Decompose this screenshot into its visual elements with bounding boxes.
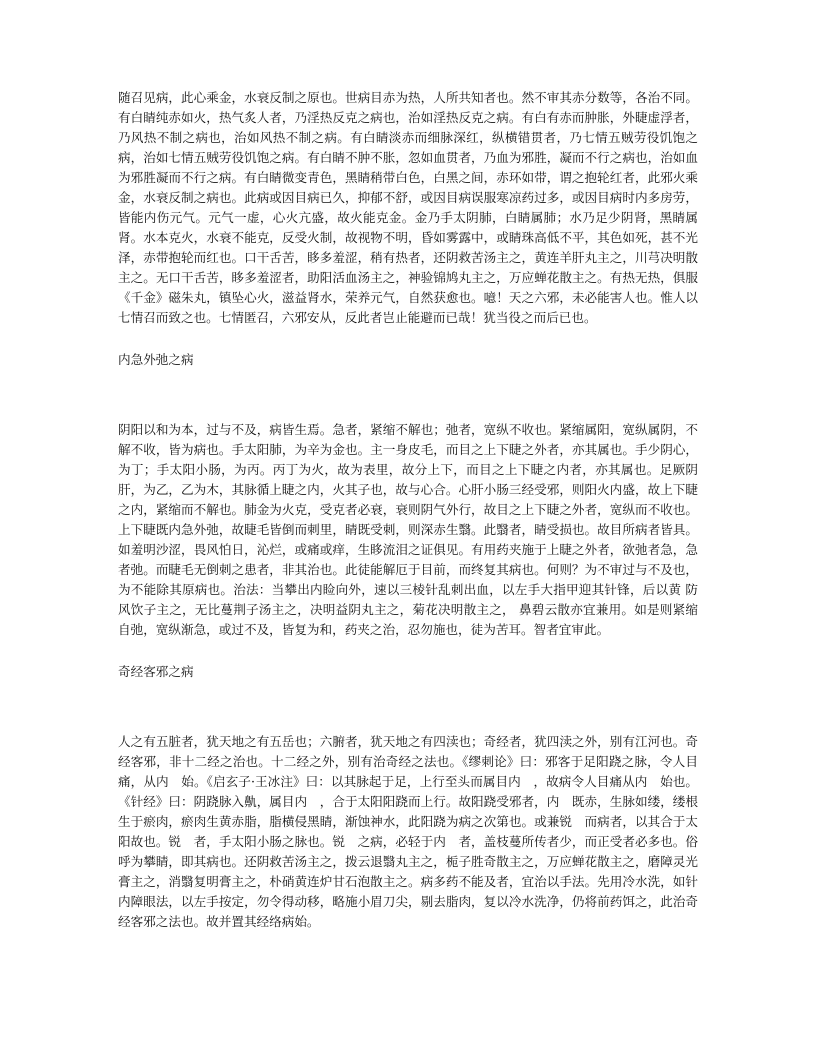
spacer <box>118 328 698 350</box>
spacer <box>118 370 698 420</box>
paragraph-inner-tight-outer-loose: 阴阳以和为本，过与不及，病皆生焉。急者，紧缩不解也；弛者，宽纵不收也。紧缩属阳，宽纵属阴，不解不收，皆为病也。手太阳肺，为辛为金也。主一身皮毛，而目之上下睫之外者，亦其属也。手少阴心，为丁；手太阳小肠，为丙。丙丁为火，故为表里，故分上下，而目之上下睫之内者，亦其属也。足厥阴肝，为乙，乙为木，其脉循上睫之内，火其子也，故与心合。心肝小肠三经受邪，则阳火内盛，故上下睫之内，紧缩而不解也。肺金为火克，受克者必衰，衰则阴气外行，故目之上下睫之外者，宽纵而不收也。上下睫既内急外弛，故睫毛皆倒而刺里，睛既受刺，则深赤生翳。此翳者，睛受损也。故目所病者皆具。如羞明沙涩，畏风怕日，沁烂，或痛或痒，生眵流泪之证俱见。有用药夹施于上睫之外者，欲弛者急，急者弛。而睫毛无倒刺之患者，非其治也。此徒能解厄于目前，而终复其病也。何则？为不审过与不及也，为不能除其原病也。治法：当攀出内睑向外，速以三棱针乱刺出血，以左手大指甲迎其针锋，后以黄 防风饮子主之，无比蔓荆子汤主之，决明益阴丸主之，菊花决明散主之， 鼻碧云散亦宜兼用。如是则紧缩自弛，宽纵渐急，或过不及，皆复为和，药夹之治，忍勿施也，徒为苦耳。智者宜审此。 <box>118 422 698 637</box>
spacer <box>118 640 698 662</box>
document-page <box>118 88 698 932</box>
section-heading-extraordinary-meridian: 奇经客邪之病 <box>118 664 194 679</box>
section-heading-inner-tight-outer-loose: 内急外弛之病 <box>118 352 194 367</box>
paragraph-intro: 随召见病，此心乘金，水衰反制之原也。世病目赤为热，人所共知者也。然不审其赤分数等，各治不同。有白睛纯赤如火，热气炙人者，乃淫热反克之病也，治如淫热反克之病。有白有赤而肿胀，外睫虚浮者，乃风热不制之病也，治如风热不制之病。有白睛淡赤而细脉深红，纵横错贯者，乃七情五贼劳役饥饱之病，治如七情五贼劳役饥饱之病。有白睛不肿不胀，忽如血贯者，乃血为邪胜，凝而不行之病也，治如血为邪胜凝而不行之病。有白睛微变青色，黑睛稍带白色，白黑之间，赤环如带，谓之抱轮红者，此邪火乘金，水衰反制之病也。此病或因目病已久，抑郁不舒，或因目病误服寒凉药过多，或因目病时内多房劳，皆能内伤元气。元气一虚，心火亢盛，故火能克金。金乃手太阴肺，白睛属肺；水乃足少阴肾，黑睛属肾。水本克火，水衰不能克，反受火制，故视物不明，昏如雾露中，或睛珠高低不平，其色如死，甚不光泽，赤带抱轮而红也。口干舌苦，眵多羞涩，稍有热者，还阴救苦汤主之，黄连羊肝丸主之，川芎决明散主之。无口干舌苦，眵多羞涩者，助阳活血汤主之，神验锦鸠丸主之，万应蝉花散主之。有热无热，俱服《千金》磁朱丸，镇坠心火，滋益肾水，荣养元气，自然获愈也。噫！天之六邪，未必能害人也。惟人以七情召而致之也。七情匿召，六邪安从，反此者岂止能避而已哉！犹当役之而后已也。 <box>118 90 698 325</box>
paragraph-extraordinary-meridian: 人之有五脏者，犹天地之有五岳也；六腑者，犹天地之有四渎也；奇经者，犹四渎之外，别有江河也。奇经客邪，非十二经之治也。十二经之外，别有治奇经之法也。《缪刺论》曰：邪客于足阳跷之脉，令人目痛，从内 始。《启玄子·王冰注》曰：以其脉起于足，上行至头而属目内 ，故病令人目痛从内 始也。《针经》曰：阴跷脉入鼽，属目内 ，合于太阳阳跷而上行。故阳跷受邪者，内 既赤，生脉如缕，缕根生于瘀肉，瘀肉生黄赤脂，脂横侵黑睛，渐蚀神水，此阳跷为病之次第也。或兼锐 而病者，以其合于太阳故也。锐 者，手太阳小肠之脉也。锐 之病，必轻于内 者，盖枝蔓所传者少，而正受者必多也。俗呼为攀睛，即其病也。还阴救苦汤主之，拨云退翳丸主之，栀子胜奇散主之，万应蝉花散主之，磨障灵光膏主之，消翳复明膏主之，朴硝黄连炉甘石泡散主之。病多药不能及者，宜治以手法。先用冷水洗，如针内障眼法，以左手按定，勿令得动移，略施小眉刀尖，剔去脂肉，复以冷水洗净，仍将前药饵之，此治奇经客邪之法也。故并置其经络病始。 <box>118 734 698 929</box>
spacer <box>118 682 698 732</box>
